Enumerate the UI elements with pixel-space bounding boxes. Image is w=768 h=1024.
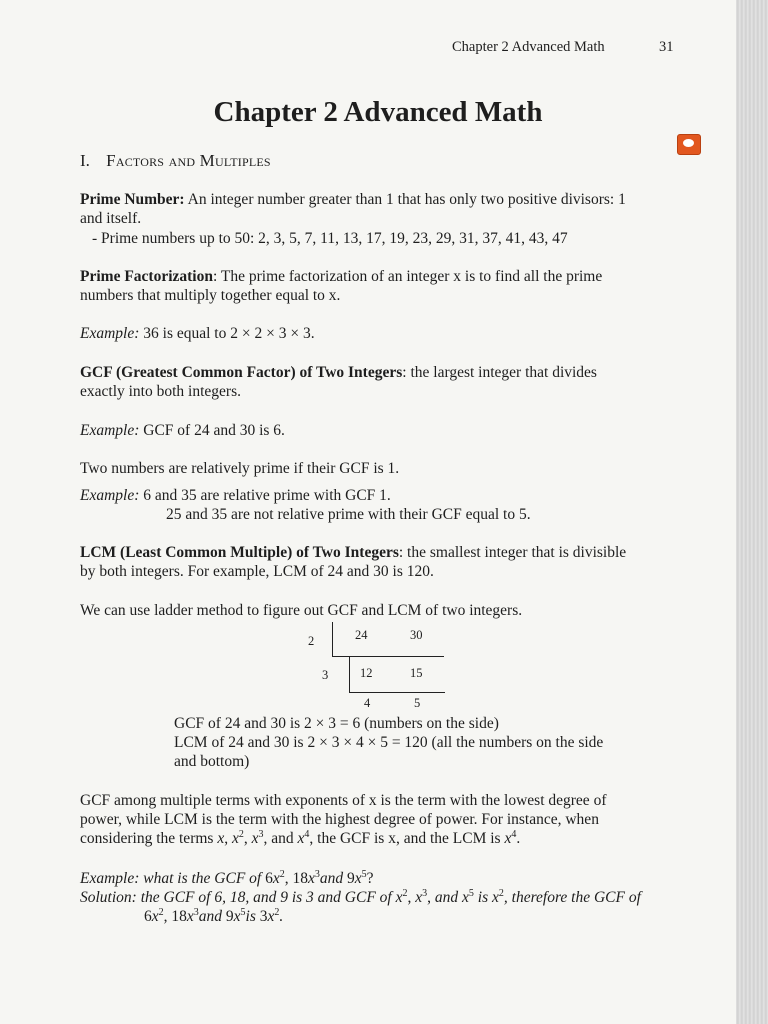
ladder-cell: 24	[355, 628, 368, 642]
lcm-term: LCM (Least Common Multiple) of Two Integers	[80, 544, 399, 561]
lcm-text-1: : the smallest integer that is divisible	[398, 544, 627, 561]
solution-math-1: $x^2$, $x^3$, and $x^5$	[395, 887, 474, 906]
gcf-term: GCF (Greatest Common Factor) of Two Integers	[80, 364, 403, 381]
ladder-intro: We can use ladder method to figure out GCF and LCM of two integers.	[80, 602, 523, 619]
example-text: 36 is equal to 2 × 2 × 3 × 3.	[139, 325, 315, 342]
prime-factorization-definition	[80, 267, 700, 305]
ladder-cell: 12	[360, 666, 373, 680]
ladder-diagram	[300, 622, 460, 714]
ladder-vertical-line-2	[349, 656, 350, 692]
prime-number-text-cont: and itself.	[80, 210, 142, 227]
gcf-definition	[80, 363, 700, 401]
ladder-cell: 4	[364, 696, 371, 710]
prime-numbers-list: - Prime numbers up to 50: 2, 3, 5, 7, 11, 13, 17, 19, 23, 29, 31, 37, 41, 43, 47	[92, 230, 568, 247]
example-text: GCF of 24 and 30 is 6.	[139, 422, 285, 439]
exponent-line-1: GCF among multiple terms with exponents of x is the term with the lowest degree of	[80, 792, 607, 809]
book-binding-edge	[736, 0, 768, 1024]
exponent-line-3-lead: considering the terms	[80, 830, 218, 847]
lcm-text-2: by both integers. For example, LCM of 24 and 30 is 120.	[80, 563, 434, 580]
ladder-lcm-result-2: and bottom)	[174, 753, 250, 770]
prime-factorization-text-2: numbers that multiply together equal to x.	[80, 287, 341, 304]
ladder-divisor-2: 3	[322, 668, 329, 682]
exponent-line-3-mid: , the GCF is x, and the LCM is	[309, 830, 505, 847]
relative-prime-example-2: 25 and 35 are not relative prime with their GCF equal to 5.	[166, 506, 531, 523]
gcf-text-2: exactly into both integers.	[80, 383, 241, 400]
relative-prime-statement: Two numbers are relatively prime if their GCF is 1.	[80, 460, 400, 477]
prime-number-term: Prime Number:	[80, 191, 185, 208]
prime-factorization-term: Prime Factorization	[80, 268, 213, 285]
ladder-horizontal-line-2	[349, 692, 445, 693]
prime-factorization-text-1: : The prime factorization of an integer x is to find all the prime	[212, 268, 603, 285]
running-header-chapter: Chapter 2 Advanced Math	[452, 39, 605, 55]
ladder-cell: 30	[410, 628, 423, 642]
solution-final-period: .	[279, 908, 284, 925]
section-title: Factors and Multiples	[106, 151, 271, 170]
exponent-line-2: power, while LCM is the term with the highest degree of power. For instance, when	[80, 811, 599, 828]
gcf-example	[80, 421, 285, 440]
example-label: Example:	[80, 422, 140, 439]
example-text-1: 6 and 35 are relative prime with GCF 1.	[139, 487, 391, 504]
ladder-cell: 15	[410, 666, 423, 680]
example-label: Example:	[80, 870, 140, 887]
exponent-terms-paragraph: GCF among multiple terms with exponents of x is the term with the lowest degree of power, while LCM is the term with the highest degree of power. For instance, when considering the terms x, $x^2$, $x^3$, and $x^4$, the GCF is x, and the LCM is $x^4$.	[80, 792, 607, 847]
page-number: 31	[659, 39, 674, 55]
ladder-cell: 5	[414, 696, 421, 710]
solution-label: Solution:	[80, 889, 137, 906]
final-example	[80, 869, 720, 926]
solution-final-line: $6x^2$, $18x^3and$ $9x^5is$ $3x^2$	[144, 906, 280, 925]
prime-factorization-example	[80, 324, 315, 343]
exponent-lcm-math: $x^4$	[504, 828, 517, 847]
ladder-results	[174, 714, 694, 771]
ladder-lcm-result-1: LCM of 24 and 30 is 2 × 3 × 4 × 5 = 120 (all the numbers on the side	[174, 734, 604, 751]
solution-math-2: $x^2$	[492, 887, 504, 906]
solution-mid: is	[473, 889, 492, 906]
section-numeral: I.	[80, 151, 90, 170]
solution-tail: , therefore the GCF of	[503, 889, 641, 906]
ladder-divisor-1: 2	[308, 634, 315, 648]
example-question-math: $6x^2$, $18x^3and$ $9x^5$?	[265, 868, 374, 887]
example-label: Example:	[80, 487, 140, 504]
ladder-vertical-line-1	[332, 622, 333, 656]
exponent-terms-math: x, $x^2$, $x^3$, and $x^4$	[217, 828, 310, 847]
lcm-definition	[80, 543, 700, 581]
prime-number-definition	[80, 190, 690, 228]
comment-note-icon[interactable]	[677, 134, 701, 155]
example-question: what is the GCF of	[139, 870, 266, 887]
ladder-gcf-result: GCF of 24 and 30 is 2 × 3 = 6 (numbers on the side)	[174, 715, 499, 732]
relative-prime-example	[80, 486, 391, 505]
example-label: Example:	[80, 325, 140, 342]
section-heading	[80, 151, 271, 171]
prime-number-text: An integer number greater than 1 that has only two positive divisors: 1	[187, 191, 626, 208]
solution-text: the GCF of 6, 18, and 9 is 3 and GCF of	[136, 889, 396, 906]
page-title: Chapter 2 Advanced Math	[213, 96, 543, 128]
gcf-text-1: : the largest integer that divides	[402, 364, 597, 381]
